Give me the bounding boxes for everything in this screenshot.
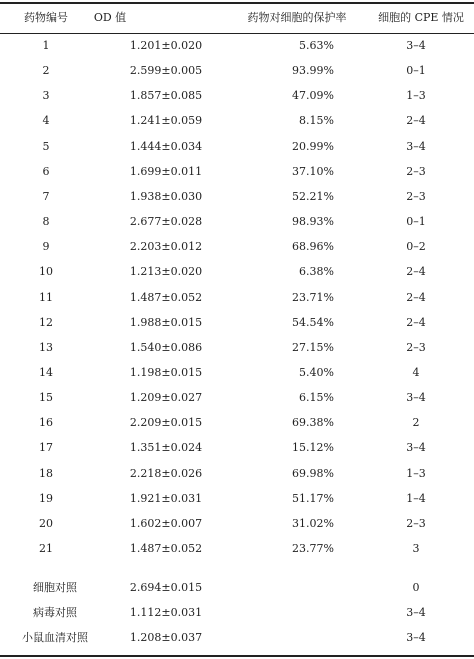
cell-od-value: 1.198±0.015	[129, 366, 203, 379]
table-row	[0, 108, 474, 133]
cell-od-value: 1.857±0.085	[129, 89, 203, 102]
control-row	[0, 575, 474, 600]
cell-protection-rate: 93.99%	[292, 64, 334, 77]
cell-od-value: 1.540±0.086	[129, 341, 203, 354]
cell-cpe-status: 3	[412, 542, 420, 555]
table-row	[0, 461, 474, 486]
cell-drug-number: 12	[39, 316, 53, 329]
cell-drug-number: 1	[42, 39, 50, 52]
cell-protection-rate: 31.02%	[292, 517, 334, 530]
cell-protection-rate: 6.38%	[299, 265, 334, 278]
cell-od-value: 1.351±0.024	[129, 441, 203, 454]
cell-protection-rate: 37.10%	[292, 165, 334, 178]
table-row	[0, 259, 474, 284]
cell-drug-number: 15	[39, 391, 53, 404]
table-row	[0, 285, 474, 310]
cell-od-value: 1.201±0.020	[129, 39, 203, 52]
control-row	[0, 625, 474, 650]
cell-drug-number: 病毒对照	[33, 606, 77, 619]
table-row	[0, 184, 474, 209]
cell-drug-number: 21	[39, 542, 53, 555]
cell-cpe-status: 2–4	[406, 291, 426, 304]
table-row	[0, 310, 474, 335]
cell-cpe-status: 1–3	[406, 89, 426, 102]
cell-protection-rate: 23.77%	[292, 542, 334, 555]
cell-cpe-status: 3–4	[406, 606, 426, 619]
table-row	[0, 159, 474, 184]
cell-protection-rate: 54.54%	[292, 316, 334, 329]
cell-od-value: 1.487±0.052	[129, 291, 203, 304]
cell-protection-rate: 51.17%	[292, 492, 334, 505]
cell-od-value: 2.218±0.026	[129, 467, 203, 480]
cell-cpe-status: 3–4	[406, 140, 426, 153]
cell-od-value: 1.487±0.052	[129, 542, 203, 555]
cell-od-value: 1.938±0.030	[129, 190, 203, 203]
cell-protection-rate: 5.63%	[299, 39, 334, 52]
cell-drug-number: 4	[42, 114, 50, 127]
cell-od-value: 2.209±0.015	[129, 416, 203, 429]
cell-od-value: 1.241±0.059	[129, 114, 203, 127]
cell-drug-number: 7	[42, 190, 50, 203]
table-row	[0, 83, 474, 108]
cell-cpe-status: 2–4	[406, 114, 426, 127]
cell-protection-rate: 23.71%	[292, 291, 334, 304]
cell-od-value: 1.602±0.007	[129, 517, 203, 530]
cell-od-value: 2.203±0.012	[129, 240, 203, 253]
cell-protection-rate: 5.40%	[299, 366, 334, 379]
cell-cpe-status: 2–3	[406, 517, 426, 530]
cell-cpe-status: 3–4	[406, 441, 426, 454]
cell-od-value: 1.988±0.015	[129, 316, 203, 329]
cell-cpe-status: 2–4	[406, 265, 426, 278]
cell-drug-number: 细胞对照	[33, 581, 77, 594]
header-protection-rate: 药物对细胞的保护率	[247, 11, 347, 24]
table-row	[0, 435, 474, 460]
cell-cpe-status: 3–4	[406, 631, 426, 644]
cell-drug-number: 11	[39, 291, 53, 304]
cell-od-value: 2.677±0.028	[129, 215, 203, 228]
cell-cpe-status: 3–4	[406, 391, 426, 404]
table-header-row	[0, 5, 474, 30]
cell-protection-rate: 8.15%	[299, 114, 334, 127]
table-row	[0, 58, 474, 83]
table-row	[0, 335, 474, 360]
header-cpe-status: 细胞的 CPE 情况	[378, 11, 464, 24]
table-row	[0, 511, 474, 536]
cell-od-value: 1.213±0.020	[129, 265, 203, 278]
cell-protection-rate: 47.09%	[292, 89, 334, 102]
cell-cpe-status: 0–2	[406, 240, 426, 253]
cell-drug-number: 13	[39, 341, 53, 354]
cell-protection-rate: 20.99%	[292, 140, 334, 153]
table-top-rule	[0, 2, 474, 4]
cell-protection-rate	[258, 575, 334, 600]
cell-cpe-status: 2–4	[406, 316, 426, 329]
cell-cpe-status: 4	[412, 366, 420, 379]
cell-protection-rate	[258, 600, 334, 625]
cell-protection-rate	[258, 625, 334, 650]
table-row	[0, 360, 474, 385]
cell-drug-number: 20	[39, 517, 53, 530]
cell-cpe-status: 0–1	[406, 64, 426, 77]
cell-cpe-status: 2–3	[406, 341, 426, 354]
cell-cpe-status: 3–4	[406, 39, 426, 52]
cell-cpe-status: 1–3	[406, 467, 426, 480]
cell-protection-rate: 52.21%	[292, 190, 334, 203]
cell-drug-number: 3	[42, 89, 50, 102]
table-row	[0, 385, 474, 410]
cell-protection-rate: 98.93%	[292, 215, 334, 228]
cell-od-value: 1.112±0.031	[129, 606, 203, 619]
cell-cpe-status: 2–3	[406, 165, 426, 178]
cell-protection-rate: 69.38%	[292, 416, 334, 429]
cell-drug-number: 14	[39, 366, 53, 379]
table-row	[0, 234, 474, 259]
cell-od-value: 1.208±0.037	[129, 631, 203, 644]
cell-cpe-status: 0–1	[406, 215, 426, 228]
table-row	[0, 486, 474, 511]
header-od-value: OD 值	[93, 11, 127, 24]
cell-drug-number: 5	[42, 140, 50, 153]
cell-protection-rate: 15.12%	[292, 441, 334, 454]
cell-drug-number: 16	[39, 416, 53, 429]
cell-drug-number: 17	[39, 441, 53, 454]
table-row	[0, 33, 474, 58]
cell-protection-rate: 69.98%	[292, 467, 334, 480]
cell-drug-number: 9	[42, 240, 50, 253]
cell-cpe-status: 2	[412, 416, 420, 429]
cell-cpe-status: 1–4	[406, 492, 426, 505]
cell-drug-number: 小鼠血清对照	[22, 631, 88, 644]
cell-drug-number: 8	[42, 215, 50, 228]
cell-drug-number: 19	[39, 492, 53, 505]
cell-od-value: 2.694±0.015	[129, 581, 203, 594]
cell-cpe-status: 0	[412, 581, 420, 594]
cell-protection-rate: 6.15%	[299, 391, 334, 404]
table-row	[0, 134, 474, 159]
control-row	[0, 600, 474, 625]
cell-od-value: 2.599±0.005	[129, 64, 203, 77]
cell-drug-number: 18	[39, 467, 53, 480]
cell-od-value: 1.209±0.027	[129, 391, 203, 404]
cell-protection-rate: 27.15%	[292, 341, 334, 354]
table-row	[0, 209, 474, 234]
cell-protection-rate: 68.96%	[292, 240, 334, 253]
cell-cpe-status: 2–3	[406, 190, 426, 203]
cell-od-value: 1.699±0.011	[129, 165, 203, 178]
table-row	[0, 410, 474, 435]
table-bottom-rule	[0, 655, 474, 657]
cell-drug-number: 6	[42, 165, 50, 178]
cell-drug-number: 2	[42, 64, 50, 77]
header-drug-number: 药物编号	[24, 11, 68, 24]
cell-od-value: 1.444±0.034	[129, 140, 203, 153]
cell-drug-number: 10	[39, 265, 53, 278]
cell-od-value: 1.921±0.031	[129, 492, 203, 505]
table-row	[0, 536, 474, 561]
